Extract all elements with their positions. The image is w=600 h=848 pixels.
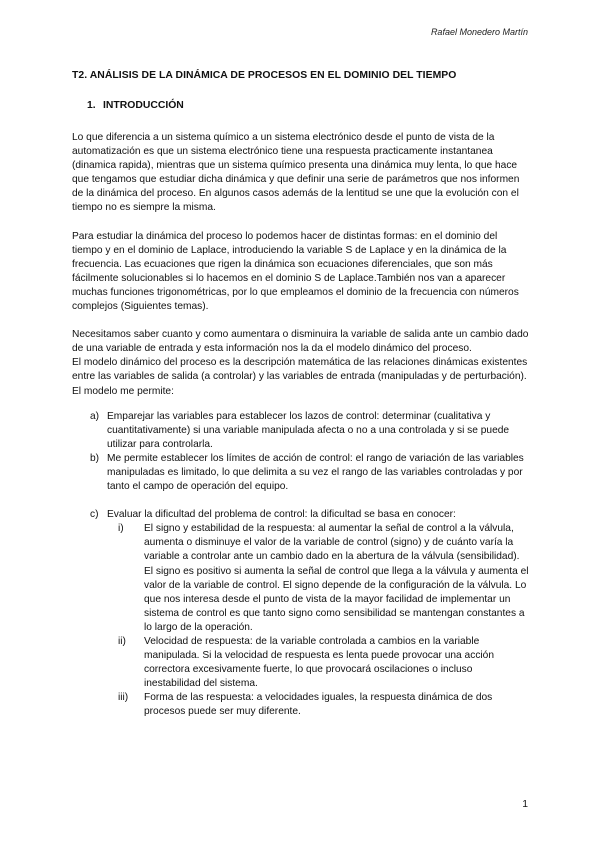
paragraph-3: Necesitamos saber cuanto y como aumentara o disminuira la variable de salida ante un cambio dado de una variable de entrada y esta información nos la da el modelo dinámico del proceso. (72, 329, 529, 355)
list-marker: ii) (118, 636, 126, 647)
list-item (72, 508, 530, 522)
list-item-text: Evaluar la dificultad del problema de control: la dificultad se basa en conocer: (107, 509, 456, 521)
list-marker: c) (90, 509, 99, 521)
list-item-text: Me permite establecer los límites de acción de control: el rango de variación de las variables manipuladas es limitado, lo que delimita a su vez el rango de las variables controladas y por tanto el campo de operación del equipo. (107, 452, 524, 493)
section-title: INTRODUCCIÓN (103, 100, 184, 111)
list-item (72, 452, 530, 494)
list-marker: i) (118, 523, 124, 535)
page-body (72, 70, 530, 720)
alpha-list (72, 410, 530, 495)
section-heading (87, 100, 530, 111)
list-item (72, 691, 530, 719)
list-marker: iii) (118, 692, 129, 704)
list-item (72, 522, 530, 635)
list-item-text: Emparejar las variables para establecer los lazos de control: determinar (cualitativa y cuantitativamente) si una variable manipulada afecta o no a una controlada y si se puede utilizar para controlarla. (107, 410, 510, 450)
paragraph-1: Lo que diferencia a un sistema químico a un sistema electrónico desde el punto de vista de la automatización es que un sistema electrónico tiene una respuesta practicamente instantanea (dinamica rapida), mientras que un sistema químico presenta una dinámica muy lenta, lo que hace que tengamos que estudiar dicha dinámica y que definir una serie de parámetros que nos informen de la dinámica del proceso. En algunos casos además de la lentitud se une que la evolución con el tiempo no es siempre la misma. (72, 132, 520, 214)
header-author: Rafael Monedero Martín (430, 27, 528, 37)
list-marker: b) (90, 452, 100, 464)
page-number: 1 (522, 799, 528, 810)
list-item (72, 410, 530, 452)
roman-list (72, 522, 530, 719)
list-item (72, 635, 530, 691)
list-marker: a) (90, 410, 100, 422)
paragraph-2: Para estudiar la dinámica del proceso lo podemos hacer de distintas formas: en el dominio del tiempo y en el dominio de Laplace, introduciendo la variable S de Laplace y en la dinámica de la frecuencia. Las ecuaciones que rigen la dinámica son ecuaciones diferenciales, que son más fácilmente solucionables si lo hacemos en el dominio S de Laplace.También nos van a aparecer muchas funciones trigonométricas, por lo que empleamos el dominio de la frecuencia con números complejos (Siguientes temas). (72, 230, 519, 313)
alpha-list-continued (72, 508, 530, 522)
document-title: T2. ANÁLISIS DE LA DINÁMICA DE PROCESOS EN EL DOMINIO DEL TIEMPO (72, 70, 457, 81)
list-item-text: Velocidad de respuesta: de la variable controlada a cambios en la variable manipulada. Si la velocidad de respuesta es lenta puede provocar una acción correctora excesivamente fuerte, lo que provocará oscilaciones o incluso inestabilidad del sistema. (144, 636, 495, 690)
list-item-text: El signo y estabilidad de la respuesta: al aumentar la señal de control a la válvula, aumenta o disminuye el valor de la variable de control (signo) y de cuánto varía la variable a controlar ante un cambio dado en la abertura de la válvula (sensibilidad). El signo es positivo si aumenta la señal de control que llega a la válvula y aumenta el valor de la variable de control. El signo depende de la configuración de la válvula. Lo que nos interesa desde el punto de vista de la mayor facilidad de implementar un sistema de control es que tanto signo como sensibilidad se mantengan constantes a lo largo de la operación. (144, 523, 529, 633)
list-item-text: Forma de las respuesta: a velocidades iguales, la respuesta dinámica de dos procesos puede ser muy diferente. (144, 692, 493, 718)
paragraph-4: El modelo dinámico del proceso es la descripción matemática de las relaciones dinámicas existentes entre las variables de salida (a controlar) y las variables de entrada (manipuladas y de perturbación). El modelo me permite: (72, 357, 528, 397)
section-number: 1. (87, 100, 96, 111)
